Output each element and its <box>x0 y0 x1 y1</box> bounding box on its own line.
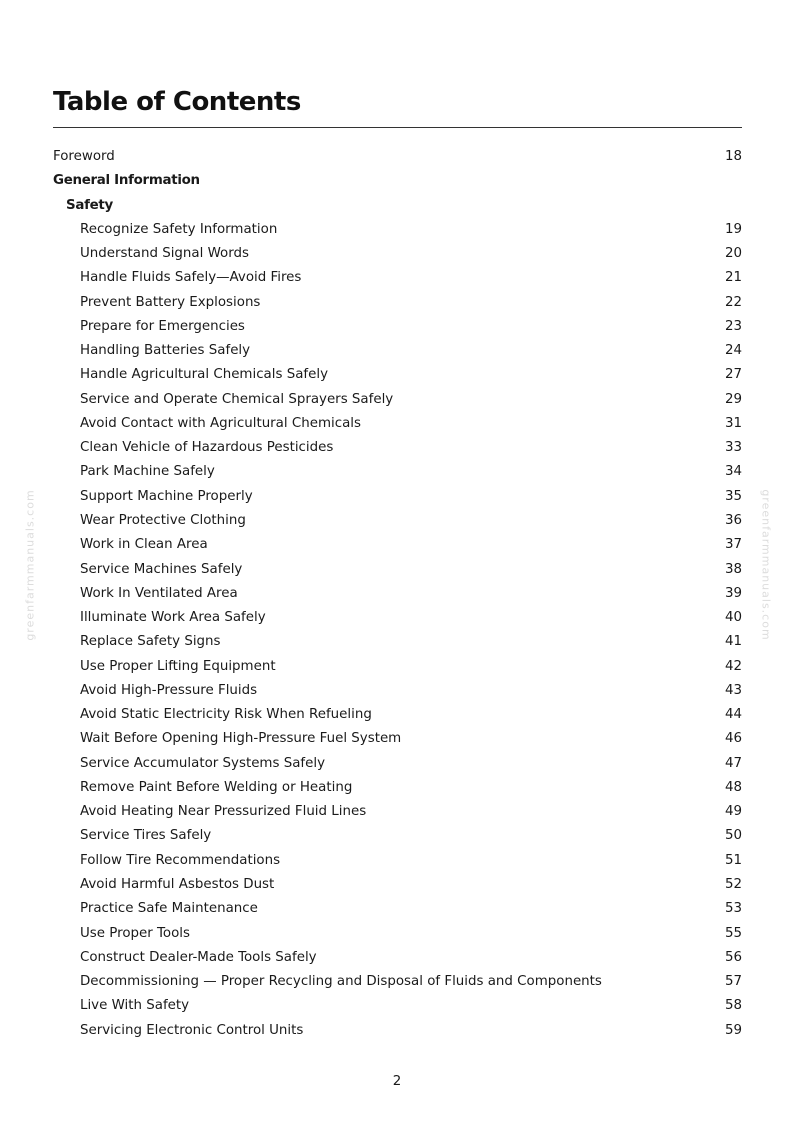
toc-entry[interactable] <box>53 242 742 266</box>
toc-entry[interactable] <box>53 218 742 242</box>
toc-entry-page: 20 <box>724 246 742 262</box>
toc-entry-label: Prevent Battery Explosions <box>80 294 261 310</box>
toc-entry[interactable] <box>53 582 742 606</box>
toc-entry-label: Work In Ventilated Area <box>80 585 238 601</box>
toc-entry-label: Service Accumulator Systems Safely <box>80 755 326 771</box>
toc-entry[interactable] <box>53 315 742 339</box>
toc-entry[interactable] <box>53 679 742 703</box>
toc-entry-label: Clean Vehicle of Hazardous Pesticides <box>80 440 334 456</box>
toc-entry-page: 47 <box>724 755 742 771</box>
toc-entry-page: 29 <box>724 391 742 407</box>
toc-entry-label: Service Machines Safely <box>80 561 243 577</box>
toc-entry[interactable] <box>53 630 742 654</box>
toc-entry[interactable] <box>53 509 742 533</box>
toc-entry-page: 27 <box>724 367 742 383</box>
toc-entry-label: Replace Safety Signs <box>80 634 221 650</box>
toc-entry[interactable] <box>53 897 742 921</box>
title-divider <box>53 127 742 128</box>
toc-entry[interactable] <box>53 994 742 1018</box>
toc-entry-label: Servicing Electronic Control Units <box>80 1022 304 1038</box>
toc-entry-label: Avoid Heating Near Pressurized Fluid Lines <box>80 804 367 820</box>
page-number: 2 <box>392 1074 402 1089</box>
toc-entry-label: Wait Before Opening High-Pressure Fuel System <box>80 731 402 747</box>
toc-entry-label: Handle Agricultural Chemicals Safely <box>80 367 329 383</box>
toc-entry-page: 22 <box>724 294 742 310</box>
toc-entry-label: Avoid High-Pressure Fluids <box>80 682 258 698</box>
toc-entry-label: Support Machine Properly <box>80 488 253 504</box>
toc-entry-label: Recognize Safety Information <box>80 221 278 237</box>
toc-entry-label: General Information <box>53 173 200 189</box>
toc-entry-page: 33 <box>724 440 742 456</box>
toc-entry-label: Safety <box>66 197 113 213</box>
toc-entry-page: 40 <box>724 610 742 626</box>
toc-entry-page: 42 <box>724 658 742 674</box>
toc-entry[interactable] <box>53 485 742 509</box>
toc-entry-page: 43 <box>724 682 742 698</box>
toc-entry-label: Construct Dealer-Made Tools Safely <box>80 949 317 965</box>
toc-entry[interactable] <box>53 824 742 848</box>
toc-entry[interactable] <box>53 145 742 169</box>
toc-entry[interactable] <box>53 800 742 824</box>
toc-entry[interactable] <box>53 436 742 460</box>
toc-entry-page: 49 <box>724 804 742 820</box>
toc-entry-page: 57 <box>724 974 742 990</box>
toc-entry-page: 53 <box>724 901 742 917</box>
toc-entry[interactable] <box>53 460 742 484</box>
toc-entry-page: 18 <box>724 149 742 164</box>
toc-entry-page: 34 <box>724 464 742 480</box>
toc-entry-page: 52 <box>724 876 742 892</box>
watermark-right: greenfarmmanuals.com <box>759 489 773 641</box>
toc-entry-page: 36 <box>724 512 742 528</box>
toc-entry[interactable] <box>53 266 742 290</box>
toc-entry-label: Decommissioning — Proper Recycling and Disposal of Fluids and Components <box>80 974 602 990</box>
toc-entry-page: 21 <box>724 270 742 286</box>
toc-entry[interactable] <box>53 388 742 412</box>
toc-entry-page: 51 <box>724 852 742 868</box>
toc-entry-label: Wear Protective Clothing <box>80 512 246 528</box>
toc-entry[interactable] <box>53 727 742 751</box>
toc-entry-label: Practice Safe Maintenance <box>80 901 258 917</box>
toc-entry-page: 46 <box>724 731 742 747</box>
toc-entry-label: Understand Signal Words <box>80 246 249 262</box>
toc-entry-label: Live With Safety <box>80 998 190 1014</box>
toc-entry[interactable] <box>53 873 742 897</box>
toc-entry-page: 39 <box>724 585 742 601</box>
toc-entry[interactable] <box>53 922 742 946</box>
toc-entry[interactable] <box>53 1019 742 1043</box>
toc-entry-label: Avoid Contact with Agricultural Chemicals <box>80 415 361 431</box>
toc-entry-page: 35 <box>724 488 742 504</box>
toc-entry[interactable] <box>53 363 742 387</box>
toc-list <box>53 145 742 1043</box>
toc-entry-label: Avoid Harmful Asbestos Dust <box>80 876 275 892</box>
toc-entry[interactable] <box>53 655 742 679</box>
toc-entry-label: Handle Fluids Safely—Avoid Fires <box>80 270 302 286</box>
toc-entry-label: Illuminate Work Area Safely <box>80 610 266 626</box>
toc-entry-label: Service Tires Safely <box>80 828 212 844</box>
toc-entry-label: Prepare for Emergencies <box>80 318 245 334</box>
toc-entry-label: Use Proper Tools <box>80 925 191 941</box>
toc-entry[interactable] <box>53 606 742 630</box>
toc-entry-page: 59 <box>724 1022 742 1038</box>
page-title: Table of Contents <box>53 87 301 117</box>
toc-entry[interactable] <box>53 946 742 970</box>
toc-entry-label: Work in Clean Area <box>80 537 208 553</box>
toc-entry-page: 58 <box>724 998 742 1014</box>
toc-entry-label: Handling Batteries Safely <box>80 343 251 359</box>
toc-entry[interactable] <box>53 752 742 776</box>
toc-entry[interactable] <box>53 703 742 727</box>
toc-entry[interactable] <box>53 533 742 557</box>
toc-entry-page: 50 <box>724 828 742 844</box>
toc-section-heading <box>53 194 742 218</box>
toc-entry[interactable] <box>53 849 742 873</box>
toc-entry-page: 23 <box>724 318 742 334</box>
toc-entry-page: 48 <box>724 779 742 795</box>
toc-entry-label: Avoid Static Electricity Risk When Refueling <box>80 707 372 723</box>
toc-entry[interactable] <box>53 558 742 582</box>
watermark-left: greenfarmmanuals.com <box>23 489 37 641</box>
toc-entry-page: 55 <box>724 925 742 941</box>
toc-entry-page: 37 <box>724 537 742 553</box>
toc-entry-page: 41 <box>724 634 742 650</box>
toc-entry-page: 19 <box>724 221 742 237</box>
toc-entry[interactable] <box>53 291 742 315</box>
toc-entry-label: Follow Tire Recommendations <box>80 852 281 868</box>
toc-entry-label: Foreword <box>53 149 115 164</box>
toc-entry[interactable] <box>53 339 742 363</box>
toc-entry[interactable] <box>53 776 742 800</box>
toc-entry[interactable] <box>53 970 742 994</box>
toc-entry-label: Park Machine Safely <box>80 464 215 480</box>
toc-entry-label: Service and Operate Chemical Sprayers Safely <box>80 391 394 407</box>
toc-entry-page: 56 <box>724 949 742 965</box>
toc-entry-page: 44 <box>724 707 742 723</box>
toc-entry-page: 38 <box>724 561 742 577</box>
toc-entry-page: 24 <box>724 343 742 359</box>
toc-section-heading <box>53 169 742 193</box>
toc-entry-label: Use Proper Lifting Equipment <box>80 658 276 674</box>
toc-entry-label: Remove Paint Before Welding or Heating <box>80 779 353 795</box>
toc-entry-page: 31 <box>724 415 742 431</box>
toc-entry[interactable] <box>53 412 742 436</box>
